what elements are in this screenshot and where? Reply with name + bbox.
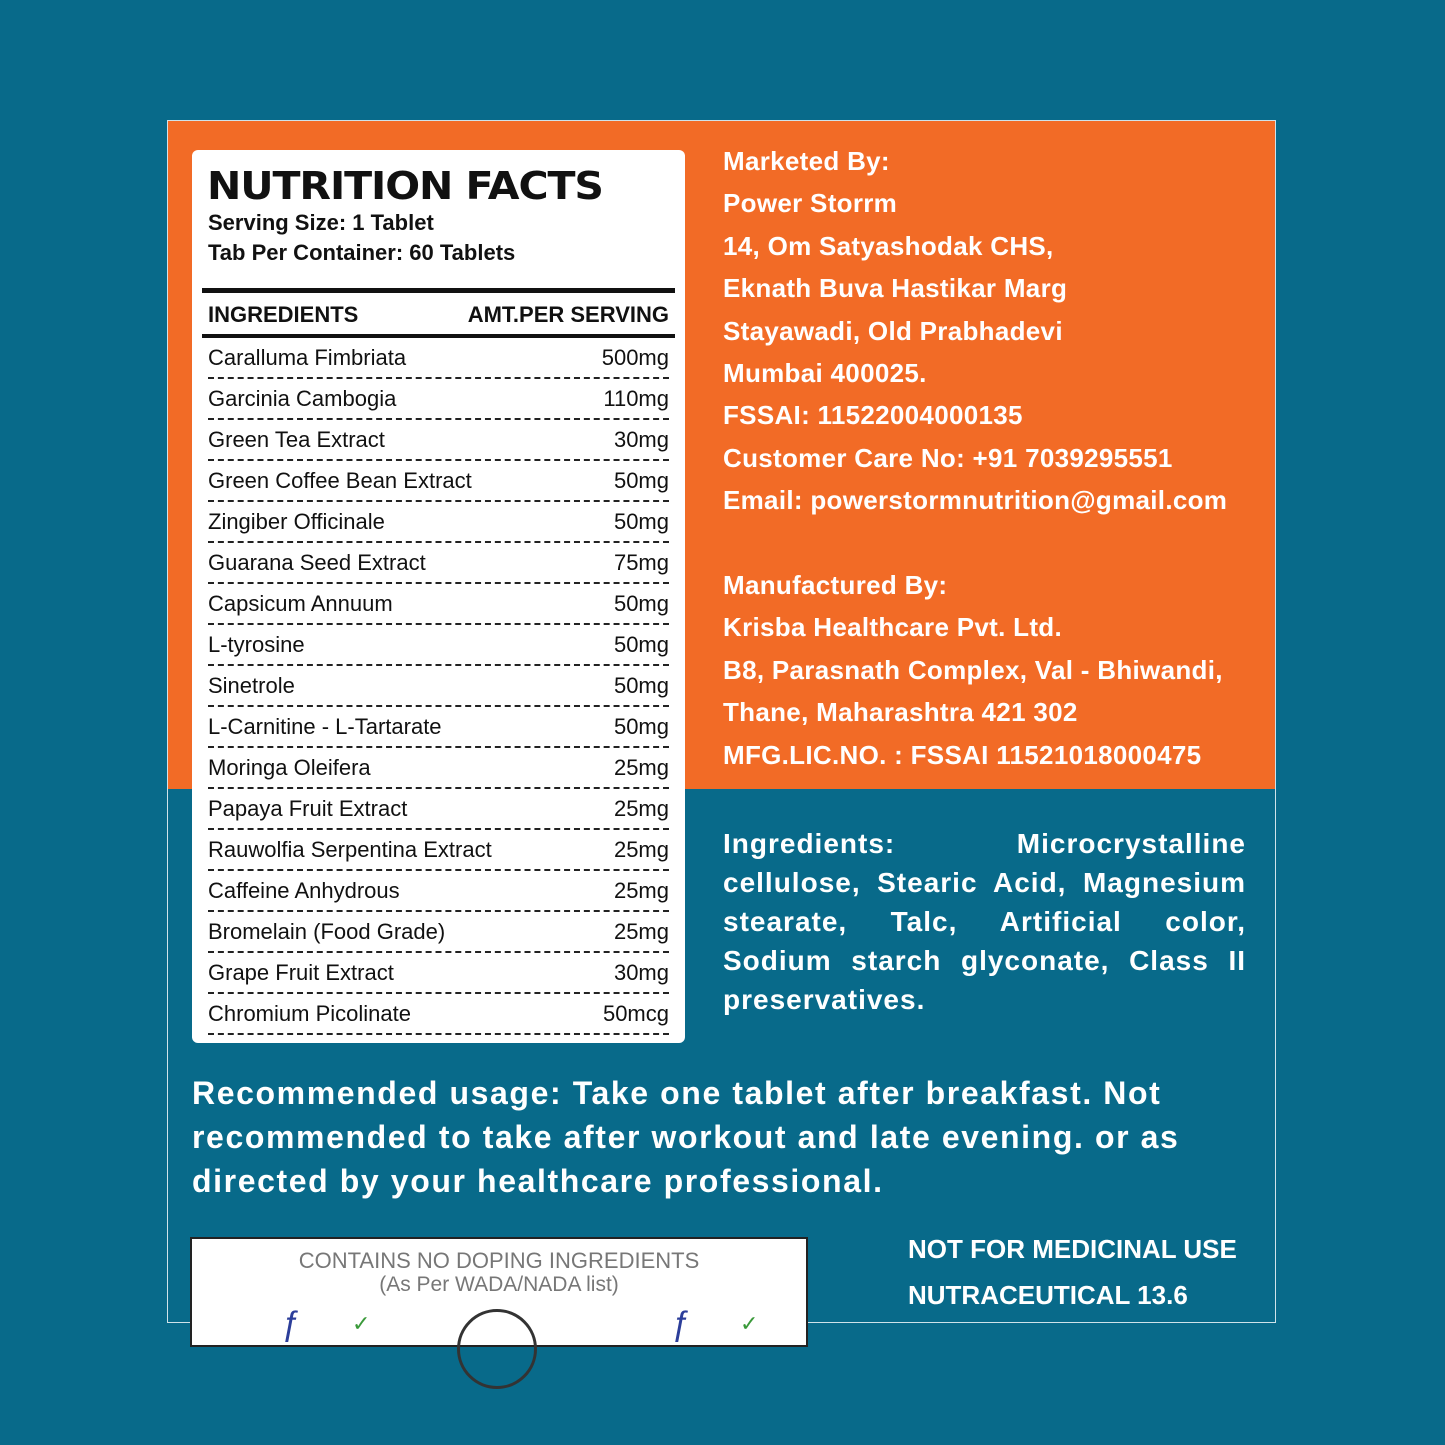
- marketed-by-block: [723, 140, 1227, 522]
- ingredient-amount: 110mg: [603, 386, 669, 411]
- nutrition-row: [208, 912, 669, 953]
- nutraceutical-flag: NUTRACEUTICAL 13.6: [908, 1280, 1188, 1310]
- ingredient-amount: 50mg: [613, 673, 669, 698]
- tab-per-container: Tab Per Container: 60 Tablets: [208, 240, 516, 265]
- ingredient-amount: 30mg: [613, 960, 669, 985]
- doping-line-2: (As Per WADA/NADA list): [379, 1273, 619, 1296]
- ingredient-name: Bromelain (Food Grade): [208, 919, 446, 944]
- marketed-line: FSSAI: 11522004000135: [723, 400, 1023, 431]
- nutrition-row: [208, 379, 669, 420]
- ingredient-amount: 25mg: [613, 796, 669, 821]
- ingredient-amount: 75mg: [613, 550, 669, 575]
- nutrition-row: [208, 666, 669, 707]
- nutrition-row: [208, 830, 669, 871]
- nutrition-row: [208, 871, 669, 912]
- nutrition-row: [208, 953, 669, 994]
- manufactured-line: MFG.LIC.NO. : FSSAI 11521018000475: [723, 739, 1202, 770]
- manufactured-by-block: [723, 564, 1223, 776]
- ingredient-amount: 25mg: [613, 837, 669, 862]
- nutrition-row: [208, 420, 669, 461]
- marketed-line: Stayawadi, Old Prabhadevi: [723, 315, 1063, 346]
- ingredient-amount: 500mg: [601, 345, 669, 370]
- ingredient-amount: 25mg: [613, 878, 669, 903]
- nutrition-row: [208, 502, 669, 543]
- ingredient-name: Caralluma Fimbriata: [208, 345, 407, 370]
- ingredient-name: Grape Fruit Extract: [208, 960, 394, 985]
- manufactured-line: B8, Parasnath Complex, Val - Bhiwandi,: [723, 654, 1223, 685]
- nutrition-row: [208, 461, 669, 502]
- ingredient-name: Caffeine Anhydrous: [208, 878, 400, 903]
- marketed-line: Email: powerstormnutrition@gmail.com: [723, 485, 1228, 516]
- marketed-line: Power Storrm: [723, 188, 898, 219]
- ingredient-name: Chromium Picolinate: [208, 1001, 411, 1026]
- marketed-line: Eknath Buva Hastikar Marg: [723, 273, 1068, 304]
- ingredient-amount: 50mg: [613, 632, 669, 657]
- manufactured-line: Krisba Healthcare Pvt. Ltd.: [723, 612, 1062, 643]
- nutrition-facts-panel: [192, 150, 685, 1043]
- leaf-right-icon: ƒ: [672, 1305, 691, 1343]
- sprout-right-icon: ✓: [740, 1311, 759, 1336]
- nutrition-table-header: [208, 293, 669, 334]
- nutrition-facts-title: NUTRITION FACTS: [207, 164, 603, 208]
- manufactured-line: Manufactured By:: [723, 570, 948, 600]
- nutrition-table-body: [208, 338, 669, 1035]
- nutrition-row: [208, 748, 669, 789]
- ingredient-amount: 50mg: [613, 714, 669, 739]
- certified-seal-icon: [457, 1309, 537, 1389]
- sprout-left-icon: ✓: [352, 1311, 371, 1336]
- ingredient-name: Moringa Oleifera: [208, 755, 371, 780]
- ingredient-name: L-Carnitine - L-Tartarate: [208, 714, 442, 739]
- ingredient-name: Capsicum Annuum: [208, 591, 393, 616]
- ingredient-amount: 25mg: [613, 755, 669, 780]
- nutrition-row: [208, 584, 669, 625]
- regulatory-flags: [908, 1226, 1237, 1318]
- ingredient-amount: 25mg: [613, 919, 669, 944]
- nutrition-row: [208, 543, 669, 584]
- doping-line-1: CONTAINS NO DOPING INGREDIENTS: [298, 1248, 700, 1273]
- nutrition-row: [208, 625, 669, 666]
- nutrition-row: [208, 789, 669, 830]
- ingredient-amount: 50mcg: [602, 1001, 669, 1026]
- nutrition-row: [208, 707, 669, 748]
- ingredient-amount: 50mg: [613, 468, 669, 493]
- ingredient-name: L-tyrosine: [208, 632, 305, 657]
- ingredient-amount: 30mg: [613, 427, 669, 452]
- ingredient-name: Zingiber Officinale: [208, 509, 385, 534]
- ingredient-amount: 50mg: [613, 509, 669, 534]
- marketed-line: 14, Om Satyashodak CHS,: [723, 230, 1054, 261]
- serving-size: Serving Size: 1 Tablet: [208, 210, 434, 235]
- leaf-left-icon: ƒ: [282, 1305, 301, 1343]
- ingredient-name: Papaya Fruit Extract: [208, 796, 408, 821]
- ingredients-column-header: INGREDIENTS: [208, 302, 359, 327]
- ingredient-name: Green Coffee Bean Extract: [208, 468, 472, 493]
- product-label: [167, 120, 1276, 1343]
- amount-column-header: AMT.PER SERVING: [467, 302, 669, 327]
- marketed-line: Customer Care No: +91 7039295551: [723, 442, 1173, 473]
- marketed-line: Mumbai 400025.: [723, 358, 927, 389]
- ingredient-name: Guarana Seed Extract: [208, 550, 426, 575]
- nutrition-row: [208, 338, 669, 379]
- recommended-usage: Recommended usage: Take one tablet after breakfast. Not recommended to take after workout and late evening. or as directed by your healthcare professional.: [192, 1075, 1180, 1199]
- no-doping-badge: [190, 1237, 808, 1347]
- nutrition-row: [208, 994, 669, 1035]
- ingredient-name: Sinetrole: [208, 673, 295, 698]
- marketed-line: Marketed By:: [723, 146, 890, 176]
- manufactured-line: Thane, Maharashtra 421 302: [723, 697, 1078, 728]
- ingredients-statement: Ingredients: Microcrystalline cellulose, Stearic Acid, Magnesium stearate, Talc, Artificial color, Sodium starch glyconate, Class II preservatives.: [723, 828, 1246, 1015]
- ingredient-name: Garcinia Cambogia: [208, 386, 397, 411]
- not-medicinal-flag: NOT FOR MEDICINAL USE: [908, 1234, 1237, 1264]
- ingredient-amount: 50mg: [613, 591, 669, 616]
- ingredient-name: Rauwolfia Serpentina Extract: [208, 837, 492, 862]
- ingredient-name: Green Tea Extract: [208, 427, 385, 452]
